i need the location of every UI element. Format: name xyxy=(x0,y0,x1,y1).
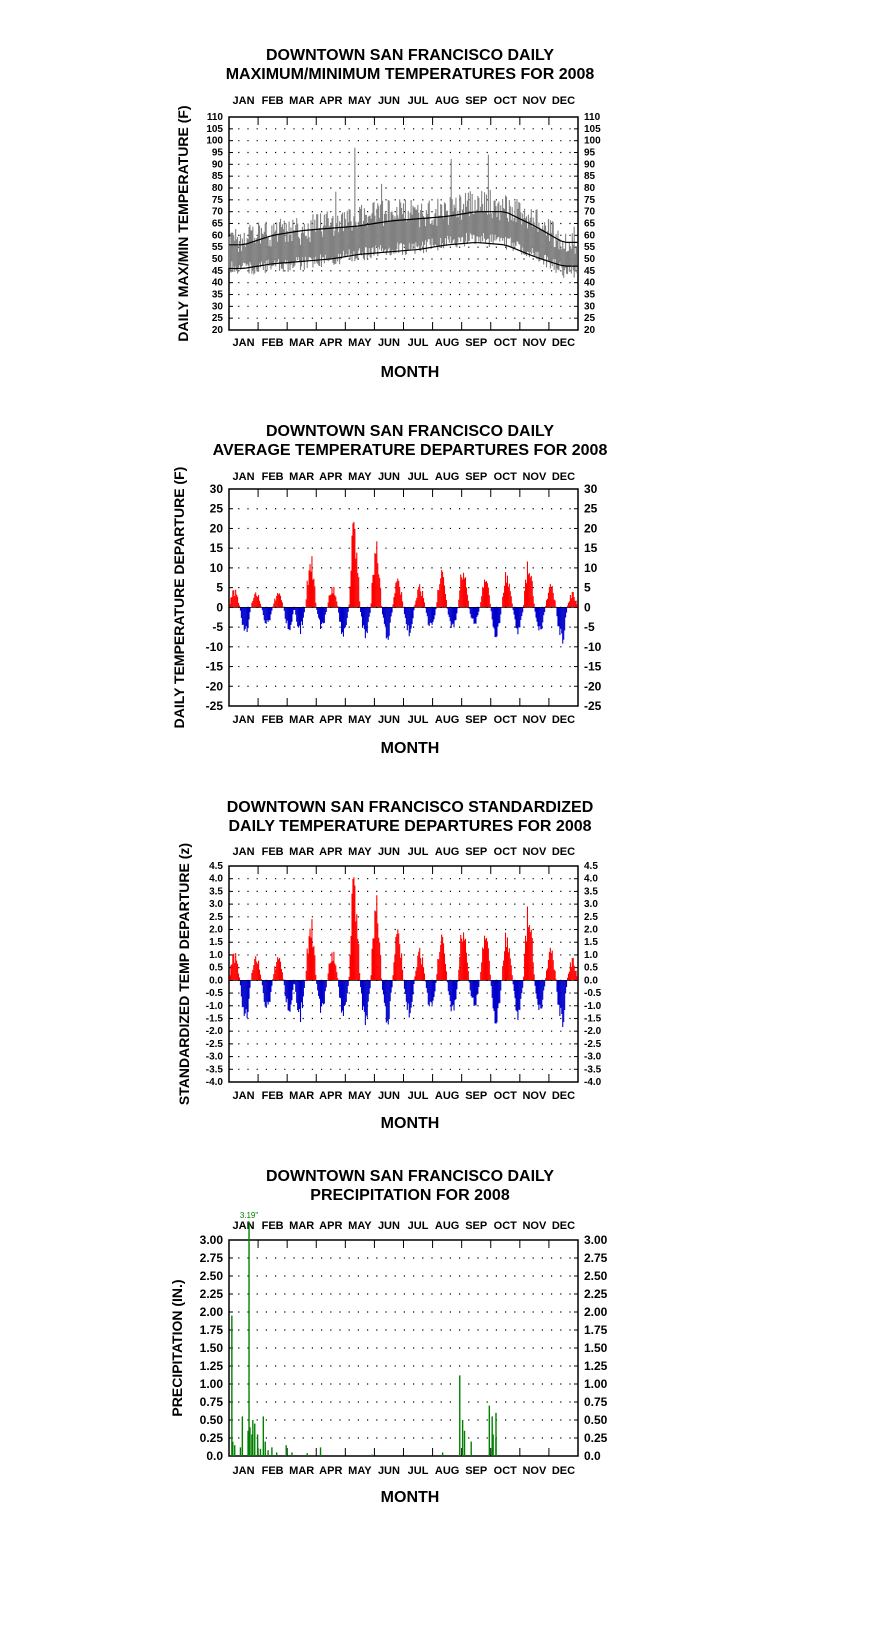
month-label-bottom: NOV xyxy=(522,1465,547,1477)
y-tick-label-right: -15 xyxy=(584,659,602,674)
y-tick-label-right: 0.0 xyxy=(584,1449,601,1463)
month-label-bottom: JAN xyxy=(232,714,255,726)
y-tick-label-left: -3.5 xyxy=(205,1064,223,1076)
y-tick-label-right: 60 xyxy=(584,230,596,242)
month-label-bottom: DEC xyxy=(551,337,576,349)
y-tick-label-left: -4.0 xyxy=(205,1077,223,1088)
chart-title-line: AVERAGE TEMPERATURE DEPARTURES FOR 2008 xyxy=(212,442,608,459)
y-tick-label-right: 45 xyxy=(584,265,596,277)
chart-departures xyxy=(0,400,876,800)
y-tick-label-left: -5 xyxy=(212,620,223,635)
y-tick-label-right: 5 xyxy=(584,580,591,595)
month-label-top: JUN xyxy=(377,846,400,858)
month-label-bottom: MAY xyxy=(348,337,372,349)
chart-title-line: PRECIPITATION FOR 2008 xyxy=(310,1187,510,1204)
y-tick-label-left: 95 xyxy=(211,147,223,159)
y-tick-label-right: -5 xyxy=(584,620,595,635)
month-label-bottom: OCT xyxy=(493,714,517,726)
y-tick-label-right: 70 xyxy=(584,206,596,218)
y-axis-label: DAILY TEMPERATURE DEPARTURE (F) xyxy=(171,466,187,729)
precip-group xyxy=(169,1168,608,1506)
chart-precip xyxy=(0,1168,876,1634)
y-tick-label-right: 55 xyxy=(584,242,596,254)
y-tick-label-right: 2.25 xyxy=(584,1287,608,1301)
y-tick-label-right: 85 xyxy=(584,171,596,183)
y-tick-label-right: 40 xyxy=(584,277,596,289)
y-tick-label-left: 110 xyxy=(206,112,223,123)
y-tick-label-left: 1.0 xyxy=(209,949,223,961)
month-label-bottom: JUL xyxy=(407,1090,429,1102)
departure-bars xyxy=(229,877,577,1027)
y-tick-label-left: -2.0 xyxy=(205,1026,223,1038)
y-tick-label-left: 3.0 xyxy=(209,899,223,911)
month-label-bottom: APR xyxy=(319,337,343,349)
month-label-top: FEB xyxy=(261,1220,284,1232)
y-tick-label-left: 45 xyxy=(211,265,223,277)
y-tick-label-right: 35 xyxy=(584,289,596,301)
month-label-top: MAY xyxy=(348,471,372,483)
month-label-top: JAN xyxy=(232,846,255,858)
chart-title-line: DOWNTOWN SAN FRANCISCO STANDARDIZED xyxy=(226,800,594,816)
y-tick-label-right: 0.5 xyxy=(584,962,598,974)
month-label-bottom: NOV xyxy=(522,337,547,349)
month-label-top: JAN xyxy=(232,95,255,107)
y-tick-label-left: 4.0 xyxy=(209,873,223,885)
month-label-top: JUL xyxy=(407,1220,429,1232)
y-tick-label-left: 100 xyxy=(206,135,223,147)
month-label-top: APR xyxy=(319,1220,343,1232)
month-label-bottom: MAR xyxy=(289,1465,315,1477)
month-label-top: FEB xyxy=(261,471,284,483)
y-tick-label-right: 1.5 xyxy=(584,937,598,949)
month-label-bottom: FEB xyxy=(261,714,284,726)
month-label-bottom: SEP xyxy=(465,1090,488,1102)
y-tick-label-left: -1.5 xyxy=(205,1013,223,1025)
y-tick-label-right: 80 xyxy=(584,183,596,194)
y-tick-label-right: 0.50 xyxy=(584,1413,608,1427)
y-tick-label-left: 1.00 xyxy=(199,1377,223,1391)
y-tick-label-right: 110 xyxy=(584,112,601,123)
month-label-bottom: AUG xyxy=(434,714,460,726)
month-label-top: MAY xyxy=(348,95,372,107)
y-tick-label-left: 55 xyxy=(211,242,223,254)
y-tick-label-left: 25 xyxy=(209,501,223,516)
y-tick-label-left: 5 xyxy=(216,580,223,595)
x-axis-label: MONTH xyxy=(380,1489,440,1506)
x-axis-label: MONTH xyxy=(380,364,440,381)
month-label-top: MAR xyxy=(289,1220,315,1232)
month-label-top: SEP xyxy=(465,471,488,483)
month-label-top: AUG xyxy=(434,471,460,483)
chart-title-line: DOWNTOWN SAN FRANCISCO DAILY xyxy=(266,47,554,64)
y-tick-label-right: -1.0 xyxy=(584,1000,602,1012)
y-tick-label-right: 2.75 xyxy=(584,1251,608,1265)
plot-frame xyxy=(229,1240,578,1456)
month-label-top: DEC xyxy=(551,846,576,858)
y-tick-label-right: -3.0 xyxy=(584,1051,602,1063)
y-tick-label-right: 3.5 xyxy=(584,886,598,898)
chart-title-line: DOWNTOWN SAN FRANCISCO DAILY xyxy=(266,1168,554,1185)
x-axis-label: MONTH xyxy=(380,1115,440,1132)
y-tick-label-left: 1.5 xyxy=(209,937,223,949)
month-label-top: SEP xyxy=(465,95,488,107)
y-tick-label-right: -2.0 xyxy=(584,1026,602,1038)
y-tick-label-left: 80 xyxy=(211,183,223,194)
month-label-bottom: AUG xyxy=(434,337,460,349)
y-tick-label-left: 2.25 xyxy=(199,1287,223,1301)
chart-title-line: MAXIMUM/MINIMUM TEMPERATURES FOR 2008 xyxy=(225,66,595,83)
month-label-bottom: OCT xyxy=(493,1090,517,1102)
y-tick-label-left: 20 xyxy=(209,521,223,536)
y-tick-label-right: 0.25 xyxy=(584,1431,608,1445)
month-label-bottom: NOV xyxy=(522,714,547,726)
month-label-bottom: JUL xyxy=(407,337,429,349)
month-label-top: APR xyxy=(319,95,343,107)
y-tick-label-left: -3.0 xyxy=(205,1051,223,1063)
y-tick-label-left: -25 xyxy=(205,699,223,713)
y-tick-label-right: 1.75 xyxy=(584,1323,608,1337)
y-tick-label-right: 25 xyxy=(584,313,596,325)
month-label-bottom: APR xyxy=(319,1090,343,1102)
chart-maxmin xyxy=(0,0,876,400)
month-label-bottom: MAR xyxy=(289,1090,315,1102)
y-tick-label-right: 1.00 xyxy=(584,1377,608,1391)
month-label-top: MAR xyxy=(289,95,315,107)
month-label-top: APR xyxy=(319,471,343,483)
y-tick-label-right: 4.5 xyxy=(584,861,598,872)
month-label-top: JUN xyxy=(377,471,400,483)
month-label-bottom: NOV xyxy=(522,1090,547,1102)
month-label-bottom: DEC xyxy=(551,1465,576,1477)
y-tick-label-left: 105 xyxy=(206,123,223,135)
y-tick-label-left: 75 xyxy=(211,194,223,206)
month-label-top: JAN xyxy=(232,1220,255,1232)
month-label-top: AUG xyxy=(434,846,460,858)
y-tick-label-right: -1.5 xyxy=(584,1013,602,1025)
y-tick-label-right: 20 xyxy=(584,521,598,536)
y-axis-label: PRECIPITATION (IN.) xyxy=(169,1279,185,1417)
y-tick-label-right: 3.00 xyxy=(584,1233,608,1247)
y-tick-label-right: 10 xyxy=(584,560,598,575)
month-label-bottom: MAY xyxy=(348,714,372,726)
y-tick-label-right: 2.5 xyxy=(584,911,598,923)
y-tick-label-left: 10 xyxy=(209,560,223,575)
y-tick-label-left: 2.50 xyxy=(199,1269,223,1283)
y-tick-label-right: 3.0 xyxy=(584,899,598,911)
y-tick-label-left: 0.50 xyxy=(199,1413,223,1427)
y-tick-label-right: -2.5 xyxy=(584,1038,602,1050)
month-label-bottom: AUG xyxy=(434,1090,460,1102)
month-label-top: NOV xyxy=(522,95,547,107)
y-tick-label-left: 2.5 xyxy=(209,911,223,923)
y-tick-label-right: -3.5 xyxy=(584,1064,602,1076)
month-label-bottom: SEP xyxy=(465,337,488,349)
y-tick-label-right: -20 xyxy=(584,679,602,694)
y-tick-label-left: 50 xyxy=(211,254,223,265)
y-tick-label-left: -1.0 xyxy=(205,1000,223,1012)
month-label-bottom: JUN xyxy=(377,714,400,726)
month-label-bottom: JUN xyxy=(377,1465,400,1477)
month-label-top: APR xyxy=(319,846,343,858)
month-label-bottom: OCT xyxy=(493,337,517,349)
y-tick-label-right: 1.25 xyxy=(584,1359,608,1373)
departure-bars xyxy=(229,522,577,644)
month-label-top: MAY xyxy=(348,1220,372,1232)
month-label-bottom: JAN xyxy=(232,1465,255,1477)
month-label-bottom: JAN xyxy=(232,1090,255,1102)
y-tick-label-left: 60 xyxy=(211,230,223,242)
month-label-top: DEC xyxy=(551,95,576,107)
month-label-bottom: APR xyxy=(319,1465,343,1477)
month-label-top: MAR xyxy=(289,471,315,483)
y-tick-label-left: 30 xyxy=(209,482,223,496)
month-label-top: DEC xyxy=(551,1220,576,1232)
month-label-top: MAR xyxy=(289,846,315,858)
y-tick-label-right: 50 xyxy=(584,254,596,265)
chart-title-line: DAILY TEMPERATURE DEPARTURES FOR 2008 xyxy=(228,818,592,835)
y-tick-label-right: 65 xyxy=(584,218,596,230)
y-tick-label-right: 25 xyxy=(584,501,598,516)
month-label-bottom: MAY xyxy=(348,1090,372,1102)
month-label-bottom: MAR xyxy=(289,337,315,349)
y-tick-label-left: -0.5 xyxy=(205,988,223,1000)
y-tick-label-right: 15 xyxy=(584,541,598,556)
y-tick-label-left: 15 xyxy=(209,541,223,556)
y-tick-label-right: 1.0 xyxy=(584,949,598,961)
y-tick-label-left: 0.75 xyxy=(199,1395,223,1409)
y-tick-label-right: 30 xyxy=(584,301,596,313)
y-tick-label-right: 100 xyxy=(584,135,601,147)
month-label-top: NOV xyxy=(522,471,547,483)
month-label-bottom: JUL xyxy=(407,714,429,726)
month-label-bottom: FEB xyxy=(261,337,284,349)
month-label-bottom: APR xyxy=(319,714,343,726)
month-label-top: AUG xyxy=(434,95,460,107)
y-tick-label-right: 95 xyxy=(584,147,596,159)
month-label-top: OCT xyxy=(493,95,517,107)
y-tick-label-right: 1.50 xyxy=(584,1341,608,1355)
y-tick-label-right: -10 xyxy=(584,639,602,654)
chart-title-line: DOWNTOWN SAN FRANCISCO DAILY xyxy=(266,423,554,440)
month-label-top: OCT xyxy=(493,846,517,858)
month-label-top: JAN xyxy=(232,471,255,483)
y-tick-label-right: 0.75 xyxy=(584,1395,608,1409)
y-tick-label-right: -0.5 xyxy=(584,988,602,1000)
month-label-bottom: SEP xyxy=(465,714,488,726)
y-tick-label-right: -25 xyxy=(584,699,602,713)
y-tick-label-left: 2.00 xyxy=(199,1305,223,1319)
month-label-bottom: OCT xyxy=(493,1465,517,1477)
y-tick-label-left: 3.5 xyxy=(209,886,223,898)
y-tick-label-left: -10 xyxy=(205,639,223,654)
month-label-top: AUG xyxy=(434,1220,460,1232)
month-label-bottom: MAY xyxy=(348,1465,372,1477)
y-tick-label-left: 65 xyxy=(211,218,223,230)
y-tick-label-left: 1.75 xyxy=(199,1323,223,1337)
y-tick-label-left: 0.0 xyxy=(209,975,223,987)
y-axis-label: DAILY MAX/MIN TEMPERATURE (F) xyxy=(175,105,191,342)
month-label-top: JUL xyxy=(407,95,429,107)
y-tick-label-left: 35 xyxy=(211,289,223,301)
y-tick-label-right: 4.0 xyxy=(584,873,598,885)
y-tick-label-right: 20 xyxy=(584,325,596,336)
y-tick-label-left: 85 xyxy=(211,171,223,183)
y-tick-label-left: 4.5 xyxy=(209,861,223,872)
y-tick-label-left: -20 xyxy=(205,679,223,694)
x-axis-label: MONTH xyxy=(380,740,440,757)
y-tick-label-left: 0 xyxy=(216,600,223,615)
y-tick-label-right: 0.0 xyxy=(584,975,598,987)
month-label-top: JUL xyxy=(407,846,429,858)
month-label-bottom: FEB xyxy=(261,1465,284,1477)
y-tick-label-right: 2.0 xyxy=(584,924,598,936)
y-tick-label-left: 20 xyxy=(211,325,223,336)
y-tick-label-left: -15 xyxy=(205,659,223,674)
month-label-top: DEC xyxy=(551,471,576,483)
y-tick-label-right: 75 xyxy=(584,194,596,206)
month-label-top: JUN xyxy=(377,1220,400,1232)
y-tick-label-left: 90 xyxy=(211,159,223,171)
month-label-bottom: JUN xyxy=(377,337,400,349)
month-label-bottom: AUG xyxy=(434,1465,460,1477)
y-tick-label-right: 30 xyxy=(584,482,598,496)
month-label-bottom: MAR xyxy=(289,714,315,726)
month-label-top: FEB xyxy=(261,846,284,858)
y-tick-label-left: 25 xyxy=(211,313,223,325)
y-tick-label-left: 0.0 xyxy=(206,1449,223,1463)
month-label-bottom: FEB xyxy=(261,1090,284,1102)
y-tick-label-left: 0.5 xyxy=(209,962,223,974)
month-label-top: SEP xyxy=(465,846,488,858)
y-tick-label-left: 3.00 xyxy=(199,1233,223,1247)
precip-peak-label: 3.19" xyxy=(239,1211,259,1220)
y-tick-label-right: 90 xyxy=(584,159,596,171)
month-label-top: SEP xyxy=(465,1220,488,1232)
daily-maxmin-bars xyxy=(229,148,577,278)
month-label-top: JUL xyxy=(407,471,429,483)
y-tick-label-right: 2.50 xyxy=(584,1269,608,1283)
precip-bars xyxy=(232,1240,496,1456)
y-tick-label-left: 2.75 xyxy=(199,1251,223,1265)
chart-standardized xyxy=(0,800,876,1200)
y-tick-label-left: 70 xyxy=(211,206,223,218)
y-tick-label-left: 30 xyxy=(211,301,223,313)
month-label-bottom: JAN xyxy=(232,337,255,349)
y-tick-label-left: 40 xyxy=(211,277,223,289)
month-label-top: OCT xyxy=(493,1220,517,1232)
y-tick-label-right: 0 xyxy=(584,600,591,615)
month-label-bottom: JUN xyxy=(377,1090,400,1102)
month-label-bottom: DEC xyxy=(551,1090,576,1102)
month-label-top: JUN xyxy=(377,95,400,107)
y-tick-label-left: 1.25 xyxy=(199,1359,223,1373)
month-label-bottom: DEC xyxy=(551,714,576,726)
y-tick-label-left: -2.5 xyxy=(205,1038,223,1050)
month-label-top: MAY xyxy=(348,846,372,858)
y-tick-label-left: 2.0 xyxy=(209,924,223,936)
month-label-top: FEB xyxy=(261,95,284,107)
y-tick-label-left: 1.50 xyxy=(199,1341,223,1355)
month-label-bottom: JUL xyxy=(407,1465,429,1477)
month-label-top: OCT xyxy=(493,471,517,483)
y-tick-label-left: 0.25 xyxy=(199,1431,223,1445)
y-tick-label-right: -4.0 xyxy=(584,1077,602,1088)
y-axis-label: STANDARDIZED TEMP DEPARTURE (z) xyxy=(176,842,192,1106)
month-label-top: NOV xyxy=(522,846,547,858)
month-label-bottom: SEP xyxy=(465,1465,488,1477)
y-tick-label-right: 105 xyxy=(584,123,601,135)
month-label-top: NOV xyxy=(522,1220,547,1232)
y-tick-label-right: 2.00 xyxy=(584,1305,608,1319)
